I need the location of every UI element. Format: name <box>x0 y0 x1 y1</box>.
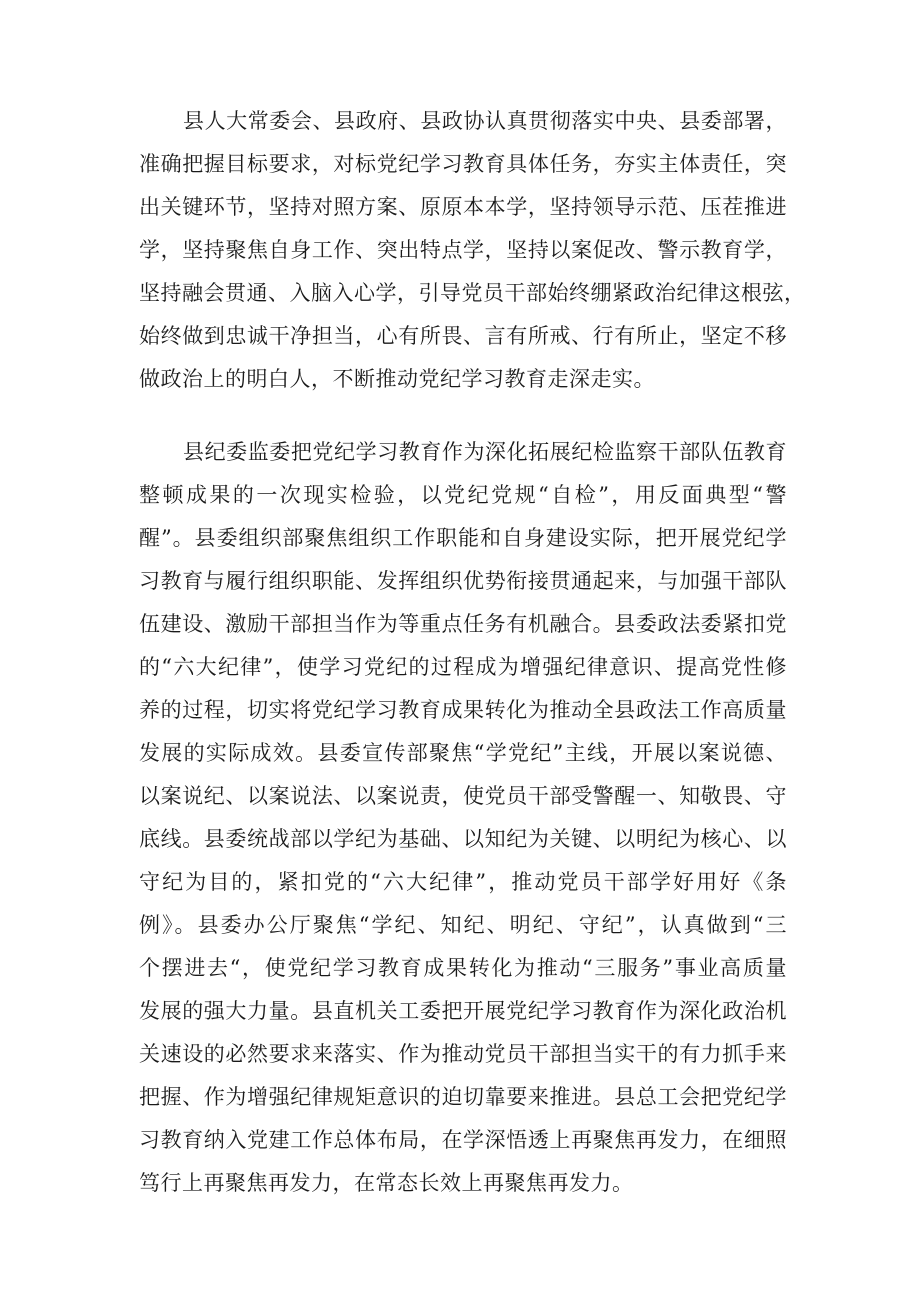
paragraph-line: 习教育纳入党建工作总体布局，在学深悟透上再聚焦再发力，在细照 <box>139 1128 787 1152</box>
paragraph-line: 养的过程，切实将党纪学习教育成果转化为推动全县政法工作高质量 <box>139 698 787 722</box>
paragraph-line: 出关键环节，坚持对照方案、原原本本学，坚持领导示范、压茬推进 <box>139 195 787 219</box>
paragraph-1 <box>139 100 806 401</box>
paragraph-line: 做政治上的明白人，不断推动党纪学习教育走深走实。 <box>139 367 655 391</box>
paragraph-line: 关速设的必然要求来落实、作为推动党员干部担当实干的有力抓手来 <box>139 1042 787 1066</box>
paragraph-line: 发展的实际成效。县委宣传部聚焦“学党纪”主线，开展以案说德、 <box>139 741 787 765</box>
paragraph-line: 习教育与履行组织职能、发挥组织优势衔接贯通起来，与加强干部队 <box>139 569 787 593</box>
paragraph-line: 准确把握目标要求，对标党纪学习教育具体任务，夯实主体责任，突 <box>139 152 787 176</box>
paragraph-line: 发展的强大力量。县直机关工委把开展党纪学习教育作为深化政治机 <box>139 999 787 1023</box>
paragraph-line: 坚持融会贯通、入脑入心学，引导党员干部始终绷紧政治纪律这根弦， <box>139 281 806 305</box>
paragraph-line: 把握、作为增强纪律规矩意识的迫切靠要来推进。县总工会把党纪学 <box>139 1085 787 1109</box>
paragraph-line: 学，坚持聚焦自身工作、突出特点学，坚持以案促改、警示教育学， <box>139 238 787 262</box>
paragraph-line: 守纪为目的，紧扣党的“六大纪律”，推动党员干部学好用好《条 <box>139 870 787 894</box>
paragraph-line: 整顿成果的一次现实检验，以党纪党规“自检”，用反面典型“警 <box>139 483 787 507</box>
paragraph-line: 醒”。县委组织部聚焦组织工作职能和自身建设实际，把开展党纪学 <box>139 526 787 550</box>
paragraph-line: 县纪委监委把党纪学习教育作为深化拓展纪检监察干部队伍教育 <box>183 440 787 464</box>
paragraph-2 <box>139 431 787 1205</box>
paragraph-line: 个摆进去“，使党纪学习教育成果转化为推动“三服务”事业高质量 <box>139 956 787 980</box>
paragraph-line: 以案说纪、以案说法、以案说责，使党员干部受警醒一、知敬畏、守 <box>139 784 787 808</box>
paragraph-line: 县人大常委会、县政府、县政协认真贯彻落实中央、县委部署， <box>183 109 787 133</box>
paragraph-line: 例》。县委办公厅聚焦“学纪、知纪、明纪、守纪”，认真做到“三 <box>139 913 787 937</box>
paragraph-line: 伍建设、激励干部担当作为等重点任务有机融合。县委政法委紧扣党 <box>139 612 787 636</box>
paragraph-spacer <box>139 401 787 431</box>
paragraph-line: 底线。县委统战部以学纪为基础、以知纪为关键、以明纪为核心、以 <box>139 827 787 851</box>
document-body <box>139 100 806 1205</box>
paragraph-line: 的“六大纪律”，使学习党纪的过程成为增强纪律意识、提高党性修 <box>139 655 787 679</box>
paragraph-line: 笃行上再聚焦再发力，在常态长效上再聚焦再发力。 <box>139 1171 634 1195</box>
paragraph-line: 始终做到忠诚干净担当，心有所畏、言有所戒、行有所止，坚定不移 <box>139 324 787 348</box>
